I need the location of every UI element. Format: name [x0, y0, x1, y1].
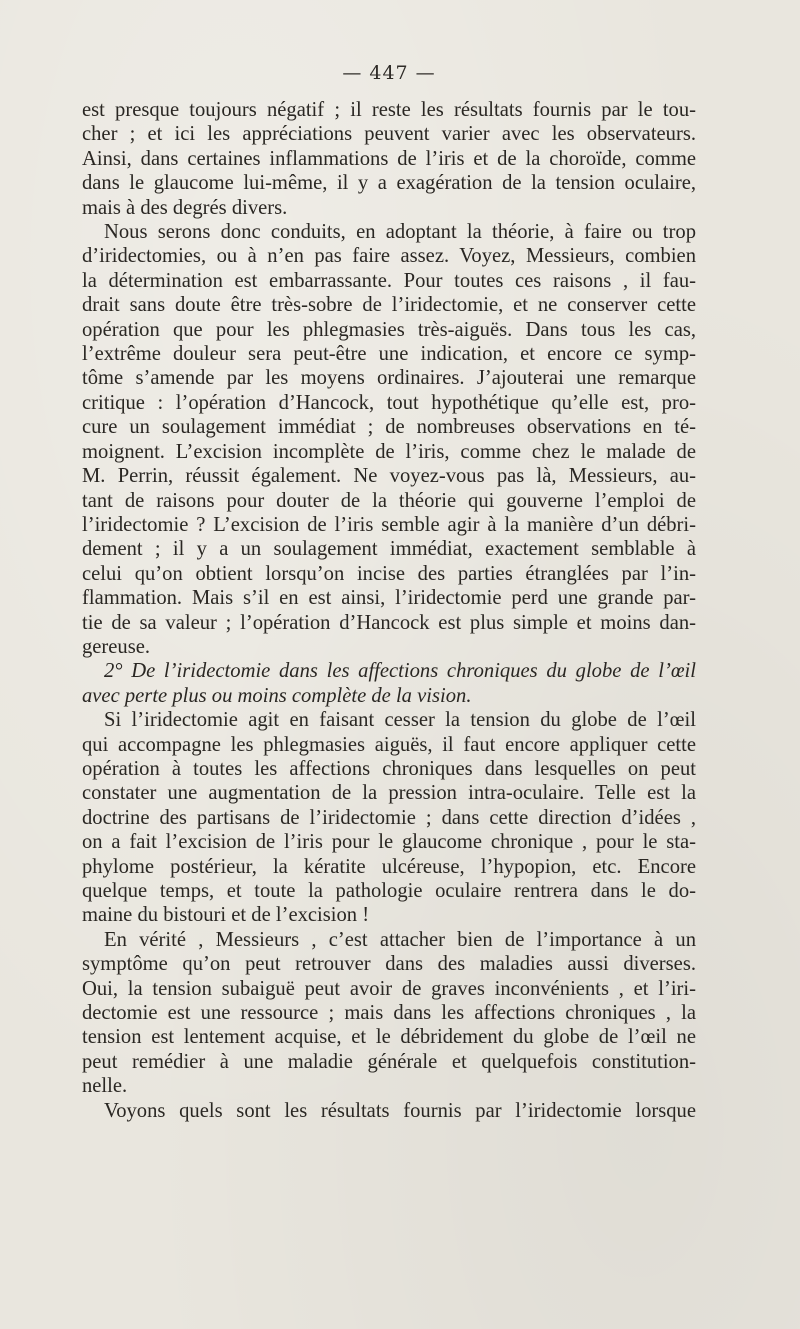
text-line: drait sans doute être très-sobre de l’iridectomie, et ne conserver cette — [82, 294, 696, 317]
text-line: flammation. Mais s’il en est ainsi, l’iridectomie perd une grande par- — [82, 587, 696, 610]
text-line: avec perte plus ou moins complète de la vision. — [82, 684, 472, 707]
text-line: 2° De l’iridectomie dans les affections chroniques du globe de l’œil — [104, 660, 696, 683]
text-line: En vérité , Messieurs , c’est attacher bien de l’importance à un — [104, 928, 696, 951]
text-line: Oui, la tension subaiguë peut avoir de graves inconvénients , et l’iri- — [82, 977, 696, 1000]
text-line: maine du bistouri et de l’excision ! — [82, 904, 370, 927]
text-line: dectomie est une ressource ; mais dans les affections chroniques , la — [82, 1002, 696, 1025]
text-line: gereuse. — [82, 635, 151, 658]
text-line: l’extrême douleur sera peut-être une indication, et encore ce symp- — [82, 343, 696, 366]
text-line: la détermination est embarrassante. Pour toutes ces raisons , il fau- — [82, 269, 696, 292]
text-line: tie de sa valeur ; l’opération d’Hancock est plus simple et moins dan- — [82, 611, 696, 634]
paragraph — [82, 98, 696, 220]
text-line: dement ; il y a un soulagement immédiat, exactement semblable à — [82, 538, 696, 561]
paragraph — [82, 220, 696, 659]
text-line: dans le glaucome lui-même, il y a exagération de la tension oculaire, — [82, 172, 696, 195]
text-line: Voyons quels sont les résultats fournis par l’iridectomie lorsque — [104, 1099, 696, 1122]
text-line: cher ; et ici les appréciations peuvent varier avec les observateurs. — [82, 123, 696, 146]
text-line: Nous serons donc conduits, en adoptant la théorie, à faire ou trop — [104, 221, 696, 244]
text-line: nelle. — [82, 1075, 128, 1098]
paragraph — [82, 1099, 696, 1123]
text-line: Si l’iridectomie agit en faisant cesser la tension du globe de l’œil — [104, 709, 696, 732]
text-line: opération que pour les phlegmasies très-aiguës. Dans tous les cas, — [82, 318, 696, 341]
text-line: on a fait l’excision de l’iris pour le glaucome chronique , pour le sta- — [82, 831, 696, 854]
text-line: M. Perrin, réussit également. Ne voyez-vous pas là, Messieurs, au- — [82, 465, 696, 488]
page-number: — 447 — — [342, 62, 436, 84]
text-line: critique : l’opération d’Hancock, tout hypothétique qu’elle est, pro- — [82, 391, 696, 414]
text-line: phylome postérieur, la kératite ulcéreuse, l’hypopion, etc. Encore — [82, 855, 696, 878]
text-line: est presque toujours négatif ; il reste les résultats fournis par le tou- — [82, 99, 696, 121]
text-line: doctrine des partisans de l’iridectomie ; dans cette direction d’idées , — [82, 806, 696, 829]
text-line: cure un soulagement immédiat ; de nombreuses observations en té- — [82, 416, 696, 439]
text-line: constater une augmentation de la pression intra-oculaire. Telle est la — [82, 782, 696, 805]
paragraph — [82, 708, 696, 928]
text-line: tant de raisons pour douter de la théorie qui gouverne l’emploi de — [82, 489, 696, 512]
text-line: qui accompagne les phlegmasies aiguës, il faut encore appliquer cette — [82, 733, 696, 756]
section-heading — [82, 659, 696, 708]
text-line: symptôme qu’on peut retrouver dans des maladies aussi diverses. — [82, 953, 696, 976]
text-line: Ainsi, dans certaines inflammations de l’iris et de la choroïde, comme — [82, 147, 696, 170]
text-line: tôme s’amende par les moyens ordinaires. J’ajouterai une remarque — [82, 367, 696, 390]
text-line: opération à toutes les affections chroniques dans lesquelles on peut — [82, 757, 696, 780]
text-line: mais à des degrés divers. — [82, 196, 288, 219]
text-line: d’iridectomies, ou à n’en pas faire assez. Voyez, Messieurs, combien — [82, 245, 696, 268]
text-line: celui qu’on obtient lorsqu’on incise des parties étranglées par l’in- — [82, 562, 696, 585]
text-line: peut remédier à une maladie générale et quelquefois constitution- — [82, 1050, 696, 1073]
paragraph — [82, 928, 696, 1099]
text-line: moignent. L’excision incomplète de l’iris, comme chez le malade de — [82, 440, 696, 463]
page-body — [82, 98, 696, 1123]
text-line: quelque temps, et toute la pathologie oculaire rentrera dans le do- — [82, 880, 696, 902]
text-line: tension est lentement acquise, et le débridement du globe de l’œil ne — [82, 1026, 696, 1049]
text-line: l’iridectomie ? L’excision de l’iris semble agir à la manière d’un débri- — [82, 513, 696, 536]
